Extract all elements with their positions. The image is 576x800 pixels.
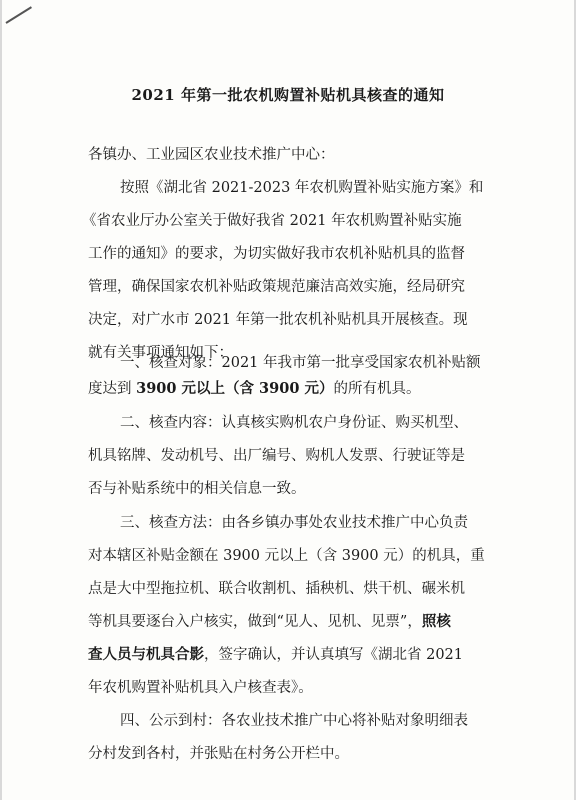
body-line: 按照《湖北省 2021-2023 年农机购置补贴实施方案》和 xyxy=(120,180,484,196)
body-text: 等机具要逐台入户核实，做到“见人、见机、见票”， xyxy=(88,614,422,630)
emphasis-text: 3900 元以上（含 3900 元） xyxy=(136,380,334,397)
pen-mark xyxy=(5,6,32,24)
document-title: 2021 年第一批农机购置补贴机具核查的通知 xyxy=(131,86,445,104)
section-three-line xyxy=(88,645,463,665)
section-four-line: 四、公示到村：各农业技术推广中心将补贴对象明细表 xyxy=(120,713,468,729)
scan-edge-left xyxy=(0,0,2,800)
body-text: 的所有机具。 xyxy=(333,381,421,397)
salutation: 各镇办、工业园区农业技术推广中心： xyxy=(88,147,335,163)
section-two-line: 否与补贴系统中的相关信息一致。 xyxy=(88,481,306,497)
body-line: 就有关事项通知如下： xyxy=(88,345,233,361)
section-three-line: 年农机购置补贴机具入户核查表》。 xyxy=(88,680,313,696)
section-three-line: 点是大中型拖拉机、联合收割机、插秧机、烘干机、碾米机 xyxy=(88,581,465,597)
section-two-line: 机具铭牌、发动机号、出厂编号、购机人发票、行驶证等是 xyxy=(88,448,465,464)
section-three-line: 对本辖区补贴金额在 3900 元以上（含 3900 元）的机具，重 xyxy=(88,548,485,564)
body-text: 度达到 xyxy=(88,381,137,397)
section-four-line: 分村发到各村，并张贴在村务公开栏中。 xyxy=(88,746,349,762)
body-line: 《省农业厅办公室关于做好我省 2021 年农机购置补贴实施 xyxy=(82,213,462,229)
section-one-line: 一、核查对象：2021 年我市第一批享受国家农机补贴额 xyxy=(120,355,481,371)
body-line: 管理，确保国家农机补贴政策规范廉洁高效实施，经局研究 xyxy=(88,279,465,295)
body-line: 工作的通知》的要求，为切实做好我市农机补贴机具的监督 xyxy=(88,246,465,262)
section-three-line: 三、核查方法：由各乡镇办事处农业技术推广中心负责 xyxy=(120,515,468,531)
section-three-line xyxy=(88,612,451,632)
section-two-line: 二、核查内容：认真核实购机农户身份证、购买机型、 xyxy=(120,415,468,431)
section-one-line xyxy=(88,379,420,399)
body-line: 决定，对广水市 2021 年第一批农机补贴机具开展核查。现 xyxy=(88,312,468,328)
emphasis-text: 查人员与机具合影 xyxy=(88,646,204,663)
emphasis-text: 照核 xyxy=(421,613,451,630)
body-text: ，签字确认，并认真填写《湖北省 2021 xyxy=(204,647,464,663)
